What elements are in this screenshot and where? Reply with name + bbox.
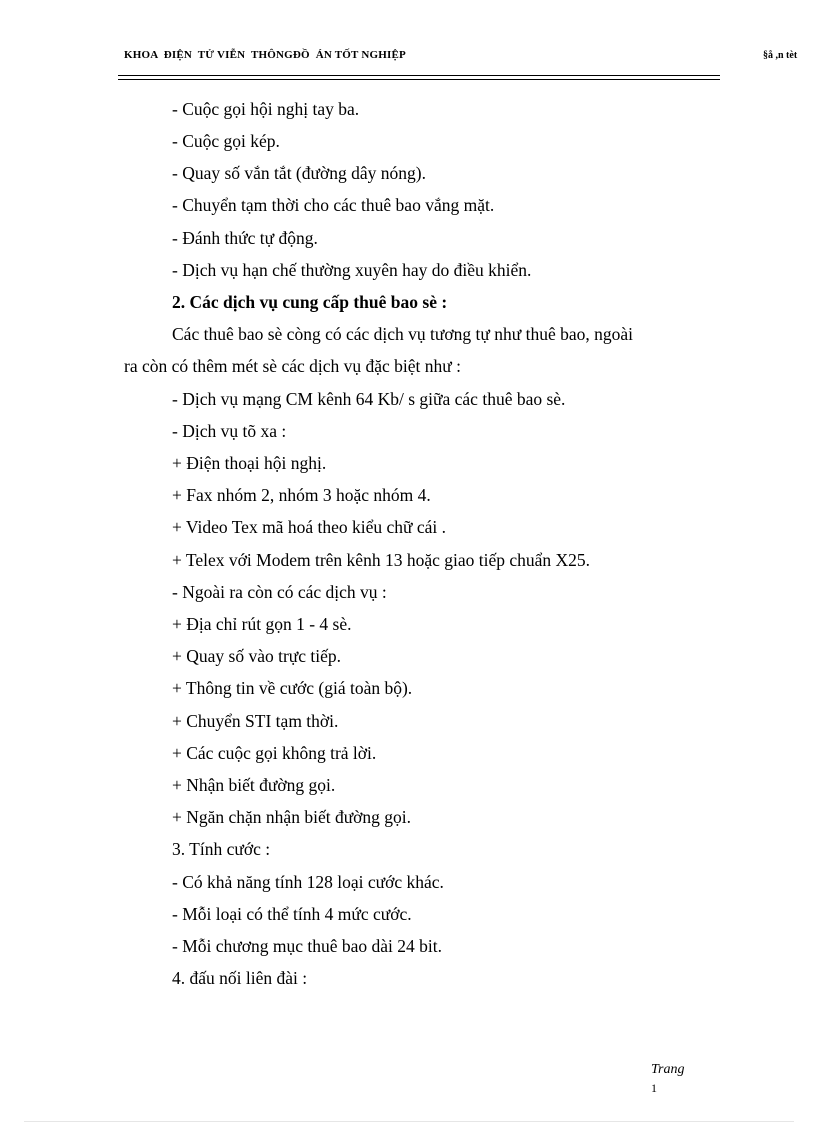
- body-line: + Quay số vào trực tiếp.: [172, 646, 342, 666]
- header-rule-top: [118, 75, 720, 76]
- section-heading: 2. Các dịch vụ cung cấp thuê bao sè :: [172, 292, 448, 312]
- body-line: - Dịch vụ mạng CM kênh 64 Kb/ s giữa các thuê bao sè.: [172, 389, 566, 409]
- page-number: 1: [651, 1081, 657, 1095]
- header-right-text: §å ,n tèt: [763, 50, 798, 61]
- header-title: KHOA ĐIỆN TỬ VIỄN THÔNGĐỒ ÁN TỐT NGHIỆP: [124, 49, 406, 61]
- body-line: - Đánh thức tự động.: [172, 228, 318, 248]
- header-rule-bottom: [118, 79, 720, 80]
- section-heading: 3. Tính cước :: [172, 839, 271, 859]
- body-line: + Nhận biết đường gọi.: [172, 775, 336, 795]
- body-line: + Điện thoại hội nghị.: [172, 453, 327, 473]
- body-line: + Telex với Modem trên kênh 13 hoặc giao tiếp chuẩn X25.: [172, 550, 591, 570]
- body-line: + Ngăn chặn nhận biết đường gọi.: [172, 807, 412, 827]
- body-line: - Cuộc gọi hội nghị tay ba.: [172, 99, 360, 119]
- body-line: - Mỗi loại có thể tính 4 mức cước.: [172, 904, 412, 924]
- body-line: + Video Tex mã hoá theo kiểu chữ cái .: [172, 517, 446, 537]
- body-line: - Mỗi chương mục thuê bao dài 24 bit.: [172, 936, 443, 956]
- body-line: + Chuyển STI tạm thời.: [172, 711, 339, 731]
- body-line: - Ngoài ra còn có các dịch vụ :: [172, 582, 387, 602]
- body-line: + Địa chỉ rút gọn 1 - 4 sè.: [172, 614, 352, 634]
- body-line: + Các cuộc gọi không trả lời.: [172, 743, 377, 763]
- body-line: - Cuộc gọi kép.: [172, 131, 280, 151]
- body-line: - Dịch vụ hạn chế thường xuyên hay do điều khiển.: [172, 260, 532, 280]
- body-line: - Dịch vụ tõ xa :: [172, 421, 287, 441]
- body-line: + Thông tin về cước (giá toàn bộ).: [172, 678, 413, 698]
- body-line: Các thuê bao sè còng có các dịch vụ tương tự như thuê bao, ngoài: [172, 324, 633, 344]
- footer-label: Trang: [651, 1062, 685, 1077]
- body-line: - Quay số vắn tắt (đường dây nóng).: [172, 163, 426, 183]
- body-line: ra còn có thêm mét sè các dịch vụ đặc biệt như :: [124, 356, 461, 376]
- section-heading: 4. đấu nối liên đài :: [172, 968, 308, 988]
- body-line: + Fax nhóm 2, nhóm 3 hoặc nhóm 4.: [172, 485, 431, 505]
- body-line: - Có khả năng tính 128 loại cước khác.: [172, 872, 444, 892]
- page-bottom-edge: [24, 1121, 794, 1122]
- body-line: - Chuyển tạm thời cho các thuê bao vắng mặt.: [172, 195, 495, 215]
